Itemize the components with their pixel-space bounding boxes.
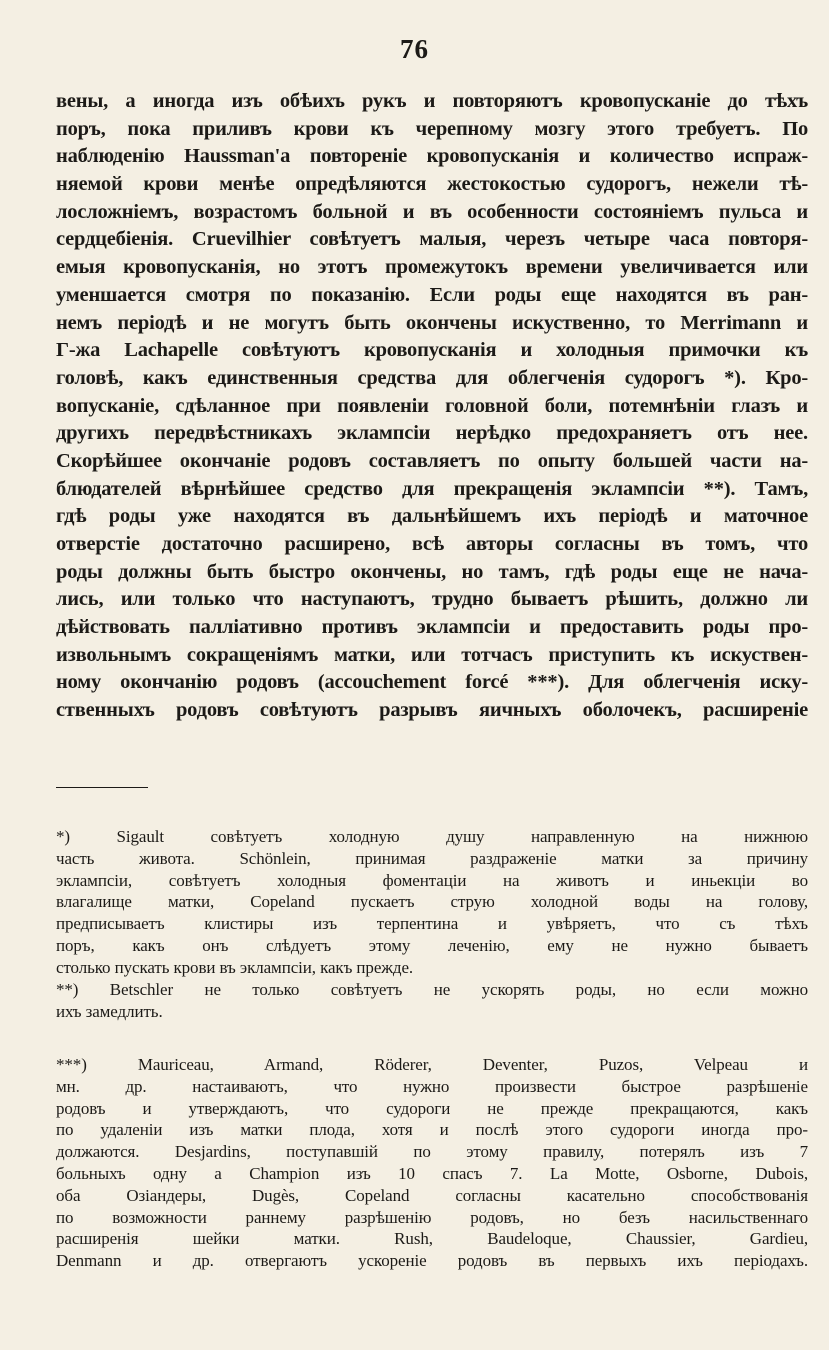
text-line: Г-жа Lachapelle совѣтуютъ кровопусканія и холодныя примочки къ bbox=[56, 339, 808, 362]
text-line: емыя кровопусканія, но этотъ промежутокъ времени увеличивается или bbox=[56, 256, 808, 279]
main-text-body bbox=[56, 88, 808, 725]
footnote-line: ***) Mauriceau, Armand, Röderer, Deventer, Puzos, Velpeau и bbox=[56, 1055, 808, 1074]
footnote-2 bbox=[56, 979, 808, 1023]
footnote-line: ихъ замедлить. bbox=[56, 1001, 163, 1021]
text-line: няемой крови менѣе опредѣляются жестокостью судорогъ, нежели тѣ- bbox=[56, 173, 808, 196]
text-line: головѣ, какъ единственныя средства для облегченія судорогъ *). Кро- bbox=[56, 366, 808, 389]
footnote-line: по возможности раннему разрѣшенію родовъ, но безъ насильственнаго bbox=[56, 1207, 808, 1227]
text-line: отверстіе достаточно расширено, всѣ авторы согласны въ томъ, что bbox=[56, 533, 808, 555]
text-line: роды должны быть быстро окончены, но тамъ, гдѣ роды еще не нача- bbox=[56, 560, 808, 583]
footnote-line: **) Betschler не только совѣтуетъ не ускорять роды, но если можно bbox=[56, 980, 808, 999]
footnote-line: мн. др. настаиваютъ, что нужно произвести быстрое разрѣшеніе bbox=[56, 1076, 808, 1096]
footnote-line: предписываетъ клистиры изъ терпентина и увѣряетъ, что съ тѣхъ bbox=[56, 914, 808, 934]
text-line: дѣйствовать палліативно противъ эклампсіи и предоставить роды про- bbox=[56, 616, 808, 639]
text-line: блюдателей вѣрнѣйшее средство для прекращенія эклампсіи **). Тамъ, bbox=[56, 477, 808, 500]
text-line: извольнымъ сокращеніямъ матки, или тотчасъ приступить къ искуствен- bbox=[56, 643, 808, 666]
footnote-line: оба Озіандеры, Dugès, Copeland согласны касательно способствованія bbox=[56, 1185, 808, 1205]
text-line: немъ періодѣ и не могутъ быть окончены искуственно, то Merrimann и bbox=[56, 311, 808, 334]
footnote-line: по удаленіи изъ матки плода, хотя и послѣ этого судороги иногда про- bbox=[56, 1120, 808, 1140]
page-number: 76 bbox=[400, 34, 429, 64]
footnote-line: эклампсіи, совѣтуетъ холодныя фоментаціи на животъ и иньекціи во bbox=[56, 870, 808, 890]
footnote-line: расширенія шейки матки. Rush, Baudeloque, Chaussier, Gardieu, bbox=[56, 1229, 808, 1249]
footnote-line: *) Sigault совѣтуетъ холодную душу направленную на нижнюю bbox=[56, 827, 808, 846]
text-line: наблюденію Haussman'а повтореніе кровопусканія и количество испраж- bbox=[56, 145, 808, 168]
text-line: вены, а иногда изъ обѣихъ рукъ и повторяютъ кровопусканіе до тѣхъ bbox=[56, 90, 808, 112]
text-line: Скорѣйшее окончаніе родовъ составляетъ по опыту большей части на- bbox=[56, 449, 808, 472]
footnote-line: больныхъ одну а Champion изъ 10 спасъ 7. La Motte, Osborne, Dubois, bbox=[56, 1163, 808, 1183]
text-line: поръ, пока приливъ крови къ черепному мозгу этого требуетъ. По bbox=[56, 117, 808, 140]
footnote-line: часть живота. Schönlein, принимая раздраженіе матки за причину bbox=[56, 848, 808, 868]
footnote-line: столько пускать крови въ эклампсіи, какъ прежде. bbox=[56, 957, 414, 977]
footnote-3 bbox=[56, 1054, 808, 1272]
footnote-1 bbox=[56, 826, 808, 979]
text-line: вопусканіе, сдѣланное при появленіи головной боли, потемнѣніи глазъ и bbox=[56, 394, 808, 417]
text-line: лосложніемъ, возрастомъ больной и въ особенности состояніемъ пульса и bbox=[56, 200, 808, 223]
footnote-line: влагалище матки, Copeland пускаетъ струю холодной воды на голову, bbox=[56, 892, 808, 912]
footnote-line: должаются. Desjardins, поступавшій по этому правилу, потерялъ изъ 7 bbox=[56, 1142, 808, 1162]
footnote-divider bbox=[56, 787, 148, 788]
text-line: другихъ передвѣстникахъ эклампсіи нерѣдко предохраняетъ отъ нее. bbox=[56, 422, 808, 445]
footnote-line: поръ, какъ онъ слѣдуетъ этому леченію, ему не нужно бываетъ bbox=[56, 935, 808, 955]
text-line: гдѣ роды уже находятся въ дальнѣйшемъ ихъ періодѣ и маточное bbox=[56, 505, 808, 528]
text-line: сердцебіенія. Cruevilhier совѣтуетъ малыя, черезъ четыре часа повторя- bbox=[56, 228, 808, 251]
footnote-line: Denmann и др. отвергаютъ ускореніе родовъ въ первыхъ ихъ періодахъ. bbox=[56, 1251, 808, 1271]
text-line: лись, или только что наступаютъ, трудно бываетъ рѣшить, должно ли bbox=[56, 588, 808, 611]
text-line: ному окончанію родовъ (accouchement forcé ***). Для облегченія иску- bbox=[56, 671, 808, 694]
text-line: уменшается смотря по показанію. Если роды еще находятся въ ран- bbox=[56, 283, 808, 306]
text-line: ственныхъ родовъ совѣтуютъ разрывъ яичныхъ оболочекъ, расширеніе bbox=[56, 699, 808, 722]
footnote-line: родовъ и утверждаютъ, что судороги не прежде прекращаются, какъ bbox=[56, 1098, 808, 1118]
